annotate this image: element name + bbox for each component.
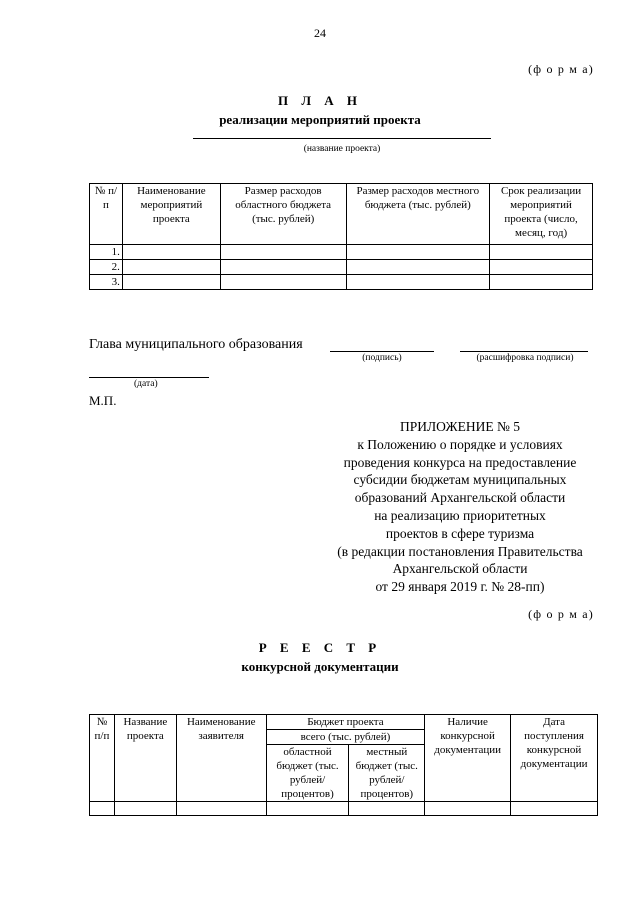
- date-line: [89, 377, 209, 378]
- registry-title: Р Е Е С Т Р: [258, 640, 382, 655]
- table-cell: [122, 275, 220, 290]
- seal-label: М.П.: [89, 393, 117, 408]
- registry-header-project: Название проекта: [114, 715, 176, 802]
- row-number: 3.: [90, 275, 123, 290]
- registry-header-docs: Наличие конкурсной документации: [425, 715, 511, 802]
- table-cell: [114, 802, 176, 816]
- registry-header-regional: областной бюджет (тыс. рублей/ процентов): [266, 745, 349, 802]
- row-number: 1.: [90, 245, 123, 260]
- registry-header-row: [90, 715, 598, 730]
- table-cell: [220, 260, 346, 275]
- table-row: [90, 275, 593, 290]
- appendix-line: проектов в сфере туризма: [385, 525, 535, 541]
- appendix-line: субсидии бюджетам муниципальных: [353, 472, 567, 488]
- plan-header-regional: Размер расходов областного бюджета (тыс. рублей): [220, 184, 346, 245]
- table-cell: [490, 245, 593, 260]
- appendix-line: (в редакции постановления Правительства: [337, 543, 583, 559]
- table-cell: [220, 275, 346, 290]
- plan-header-term: Срок реализации мероприятий проекта (число, месяц, год): [490, 184, 593, 245]
- table-cell: [425, 802, 511, 816]
- row-number: 2.: [90, 260, 123, 275]
- table-row: [90, 260, 593, 275]
- date-caption: (дата): [134, 379, 158, 389]
- registry-header-applicant: Наименование заявителя: [176, 715, 266, 802]
- table-cell: [122, 260, 220, 275]
- page-number: 24: [314, 26, 326, 40]
- plan-table-header: [90, 184, 593, 245]
- table-cell: [346, 275, 490, 290]
- appendix-line: образований Архангельской области: [354, 490, 566, 506]
- appendix-line: на реализацию приоритетных: [374, 507, 546, 523]
- project-name-line: [193, 138, 491, 139]
- table-cell: [511, 802, 598, 816]
- appendix-line: к Положению о порядке и условиях: [357, 436, 563, 452]
- appendix-block: [300, 418, 620, 596]
- appendix-line: от 29 января 2019 г. № 28-пп): [375, 579, 545, 595]
- signature-caption: (подпись): [362, 353, 402, 363]
- plan-header-num: № п/п: [90, 184, 123, 245]
- form-mark: (ф о р м а): [528, 607, 594, 621]
- project-name-caption: (название проекта): [303, 144, 381, 154]
- table-cell: [90, 802, 115, 816]
- appendix-line: ПРИЛОЖЕНИЕ № 5: [399, 419, 521, 434]
- registry-header-date: Дата поступления конкурсной документации: [511, 715, 598, 802]
- table-cell: [266, 802, 349, 816]
- registry-header-num: № п/п: [90, 715, 115, 802]
- decoding-line: [460, 351, 588, 352]
- table-row: [90, 802, 598, 816]
- table-cell: [220, 245, 346, 260]
- plan-table: [89, 183, 593, 290]
- table-cell: [490, 275, 593, 290]
- table-cell: [490, 260, 593, 275]
- table-cell: [346, 245, 490, 260]
- registry-subtitle: конкурсной документации: [241, 659, 399, 674]
- table-row: [90, 245, 593, 260]
- table-cell: [176, 802, 266, 816]
- registry-header-total: всего (тыс. рублей): [266, 730, 425, 745]
- appendix-line: Архангельской области: [392, 561, 528, 577]
- registry-table: [89, 714, 598, 816]
- decoding-caption: (расшифровка подписи): [476, 353, 574, 363]
- form-mark: (ф о р м а): [528, 62, 594, 76]
- table-cell: [346, 260, 490, 275]
- registry-header-budget: Бюджет проекта: [266, 715, 425, 730]
- table-cell: [122, 245, 220, 260]
- plan-subtitle: реализации мероприятий проекта: [219, 112, 421, 127]
- plan-header-name: Наименование мероприятий проекта: [122, 184, 220, 245]
- table-cell: [349, 802, 425, 816]
- plan-header-local: Размер расходов местного бюджета (тыс. рублей): [346, 184, 490, 245]
- plan-title: П Л А Н: [277, 93, 363, 108]
- appendix-line: проведения конкурса на предоставление: [343, 454, 577, 470]
- head-label: Глава муниципального образования: [89, 337, 303, 352]
- registry-header-local: местный бюджет (тыс. рублей/ процентов): [349, 745, 425, 802]
- signature-line: [330, 351, 434, 352]
